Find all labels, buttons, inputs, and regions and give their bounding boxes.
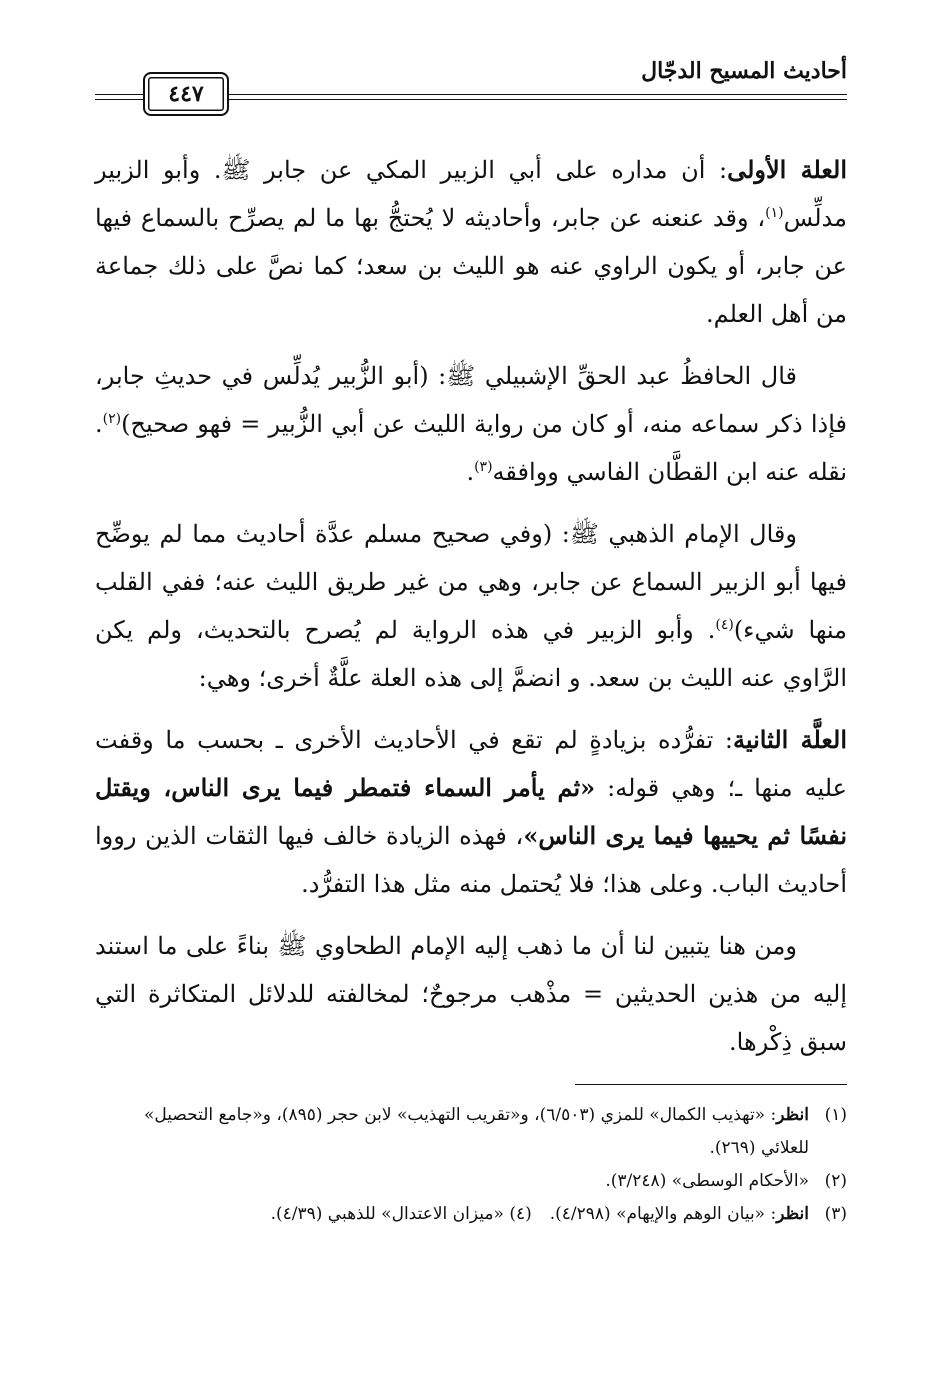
paragraph-text: وقال الإمام الذهبي ﷺ: (وفي صحيح مسلم عدَّة أحاديث مما لم يوضِّح فيها أبو الزبير السماع عن جابر، وهي من غير طريق الليث عنه؛ ففي القلب منها شيء) — [95, 520, 847, 644]
paragraph-text: قال الحافظُ عبد الحقِّ الإشبيلي ﷺ: (أبو الزُّبير يُدلِّس في حديثِ جابر، فإذا ذكر سماعه منه، أو كان من رواية الليث عن أبي الزُّبير = فهو صحيح) — [95, 362, 847, 438]
footnote-lead: انظر — [776, 1204, 809, 1224]
page-number-box — [143, 72, 229, 116]
hadith-quote: «ثم يأمر السماء فتمطر فيما يرى الناس، ويقتل نفسًا ثم يحييها فيما يرى الناس» — [95, 773, 847, 850]
running-title: أحاديث المسيح الدجّال — [641, 58, 847, 84]
footnote-ref-2[interactable]: (٢) — [102, 411, 122, 427]
paragraph-text: . نقله عنه ابن القطَّان الفاسي ووافقه — [95, 410, 847, 486]
footnote-number: (١) — [824, 1105, 847, 1125]
page-number: ٤٤٧ — [168, 81, 204, 107]
main-text — [95, 146, 847, 1066]
paragraph-conclusion — [95, 922, 847, 1066]
paragraph-text: ، وقد عنعنه عن جابر، وأحاديثه لا يُحتجُّ بها ما لم يصرِّح بالسماع فيها عن جابر، أو يكون الراوي عنه هو الليث بن سعد؛ كما نصَّ على ذلك جماعة من أهل العلم. — [95, 204, 847, 328]
paragraph-text: : أن مداره على أبي الزبير المكي عن جابر ﷺ. وأبو الزبير مدلِّس — [95, 156, 847, 232]
paragraph-text: . — [466, 458, 475, 486]
footnote-text — [95, 1099, 809, 1165]
first-defect-heading: العلة الأولى — [727, 155, 847, 184]
footnote-ref-1[interactable]: (١) — [765, 205, 784, 221]
page-header — [95, 52, 847, 118]
footnote-2 — [95, 1165, 847, 1198]
paragraph-text: : تفرُّده بزيادةٍ لم تقع في الأحاديث الأخرى ـ بحسب ما وقفت عليه منها ـ؛ وهي قوله: — [95, 726, 847, 802]
footnote-body-4: «ميزان الاعتدال» للذهبي (٤/٣٩). — [270, 1204, 504, 1224]
paragraph-text: . وأبو الزبير في هذه الرواية لم يُصرح بالتحديث، ولم يكن الرَّاوي عنه الليث بن سعد. و انضمَّ إلى هذه العلة علَّةٌ أخرى؛ وهي: — [95, 616, 847, 692]
footnote-text — [95, 1198, 809, 1231]
footnote-number: (٣) — [824, 1204, 847, 1224]
second-defect-heading: العلَّة الثانية — [733, 725, 847, 754]
footnotes — [95, 1099, 847, 1231]
footnote-1 — [95, 1099, 847, 1165]
paragraph-abdulhaq-quote — [95, 352, 847, 496]
footnote-body: : «تهذيب الكمال» للمزي (٦/٥٠٣)، و«تقريب التهذيب» لابن حجر (٨٩٥)، و«جامع التحصيل» للعلائي (٢٦٩). — [143, 1105, 809, 1158]
footnote-lead: انظر — [776, 1105, 809, 1125]
footnote-separator — [575, 1084, 847, 1085]
footnote-number-4: (٤) — [509, 1204, 532, 1224]
footnote-number: (٢) — [824, 1171, 847, 1191]
footnote-body: : «بيان الوهم والإيهام» (٤/٢٩٨). — [549, 1204, 777, 1224]
book-page — [95, 52, 847, 1231]
footnote-body: «الأحكام الوسطى» (٣/٢٤٨). — [605, 1171, 809, 1191]
footnote-3-4 — [95, 1198, 847, 1231]
paragraph-first-defect — [95, 146, 847, 338]
paragraph-dhahabi-quote — [95, 510, 847, 702]
footnote-text — [95, 1165, 809, 1198]
paragraph-second-defect — [95, 716, 847, 908]
paragraph-text: ، فهذه الزيادة خالف فيها الثقات الذين رووا أحاديث الباب. وعلى هذا؛ فلا يُحتمل منه مثل هذا التفرُّد. — [95, 822, 847, 898]
footnote-ref-4[interactable]: (٤) — [715, 617, 734, 633]
footnote-ref-3[interactable]: (٣) — [474, 459, 493, 475]
paragraph-text: ومن هنا يتبين لنا أن ما ذهب إليه الإمام الطحاوي ﷺ بناءً على ما استند إليه من هذين الحديثين = مذْهب مرجوحٌ؛ لمخالفته للدلائل المتكاثرة التي سبق ذِكْرها. — [95, 932, 847, 1056]
